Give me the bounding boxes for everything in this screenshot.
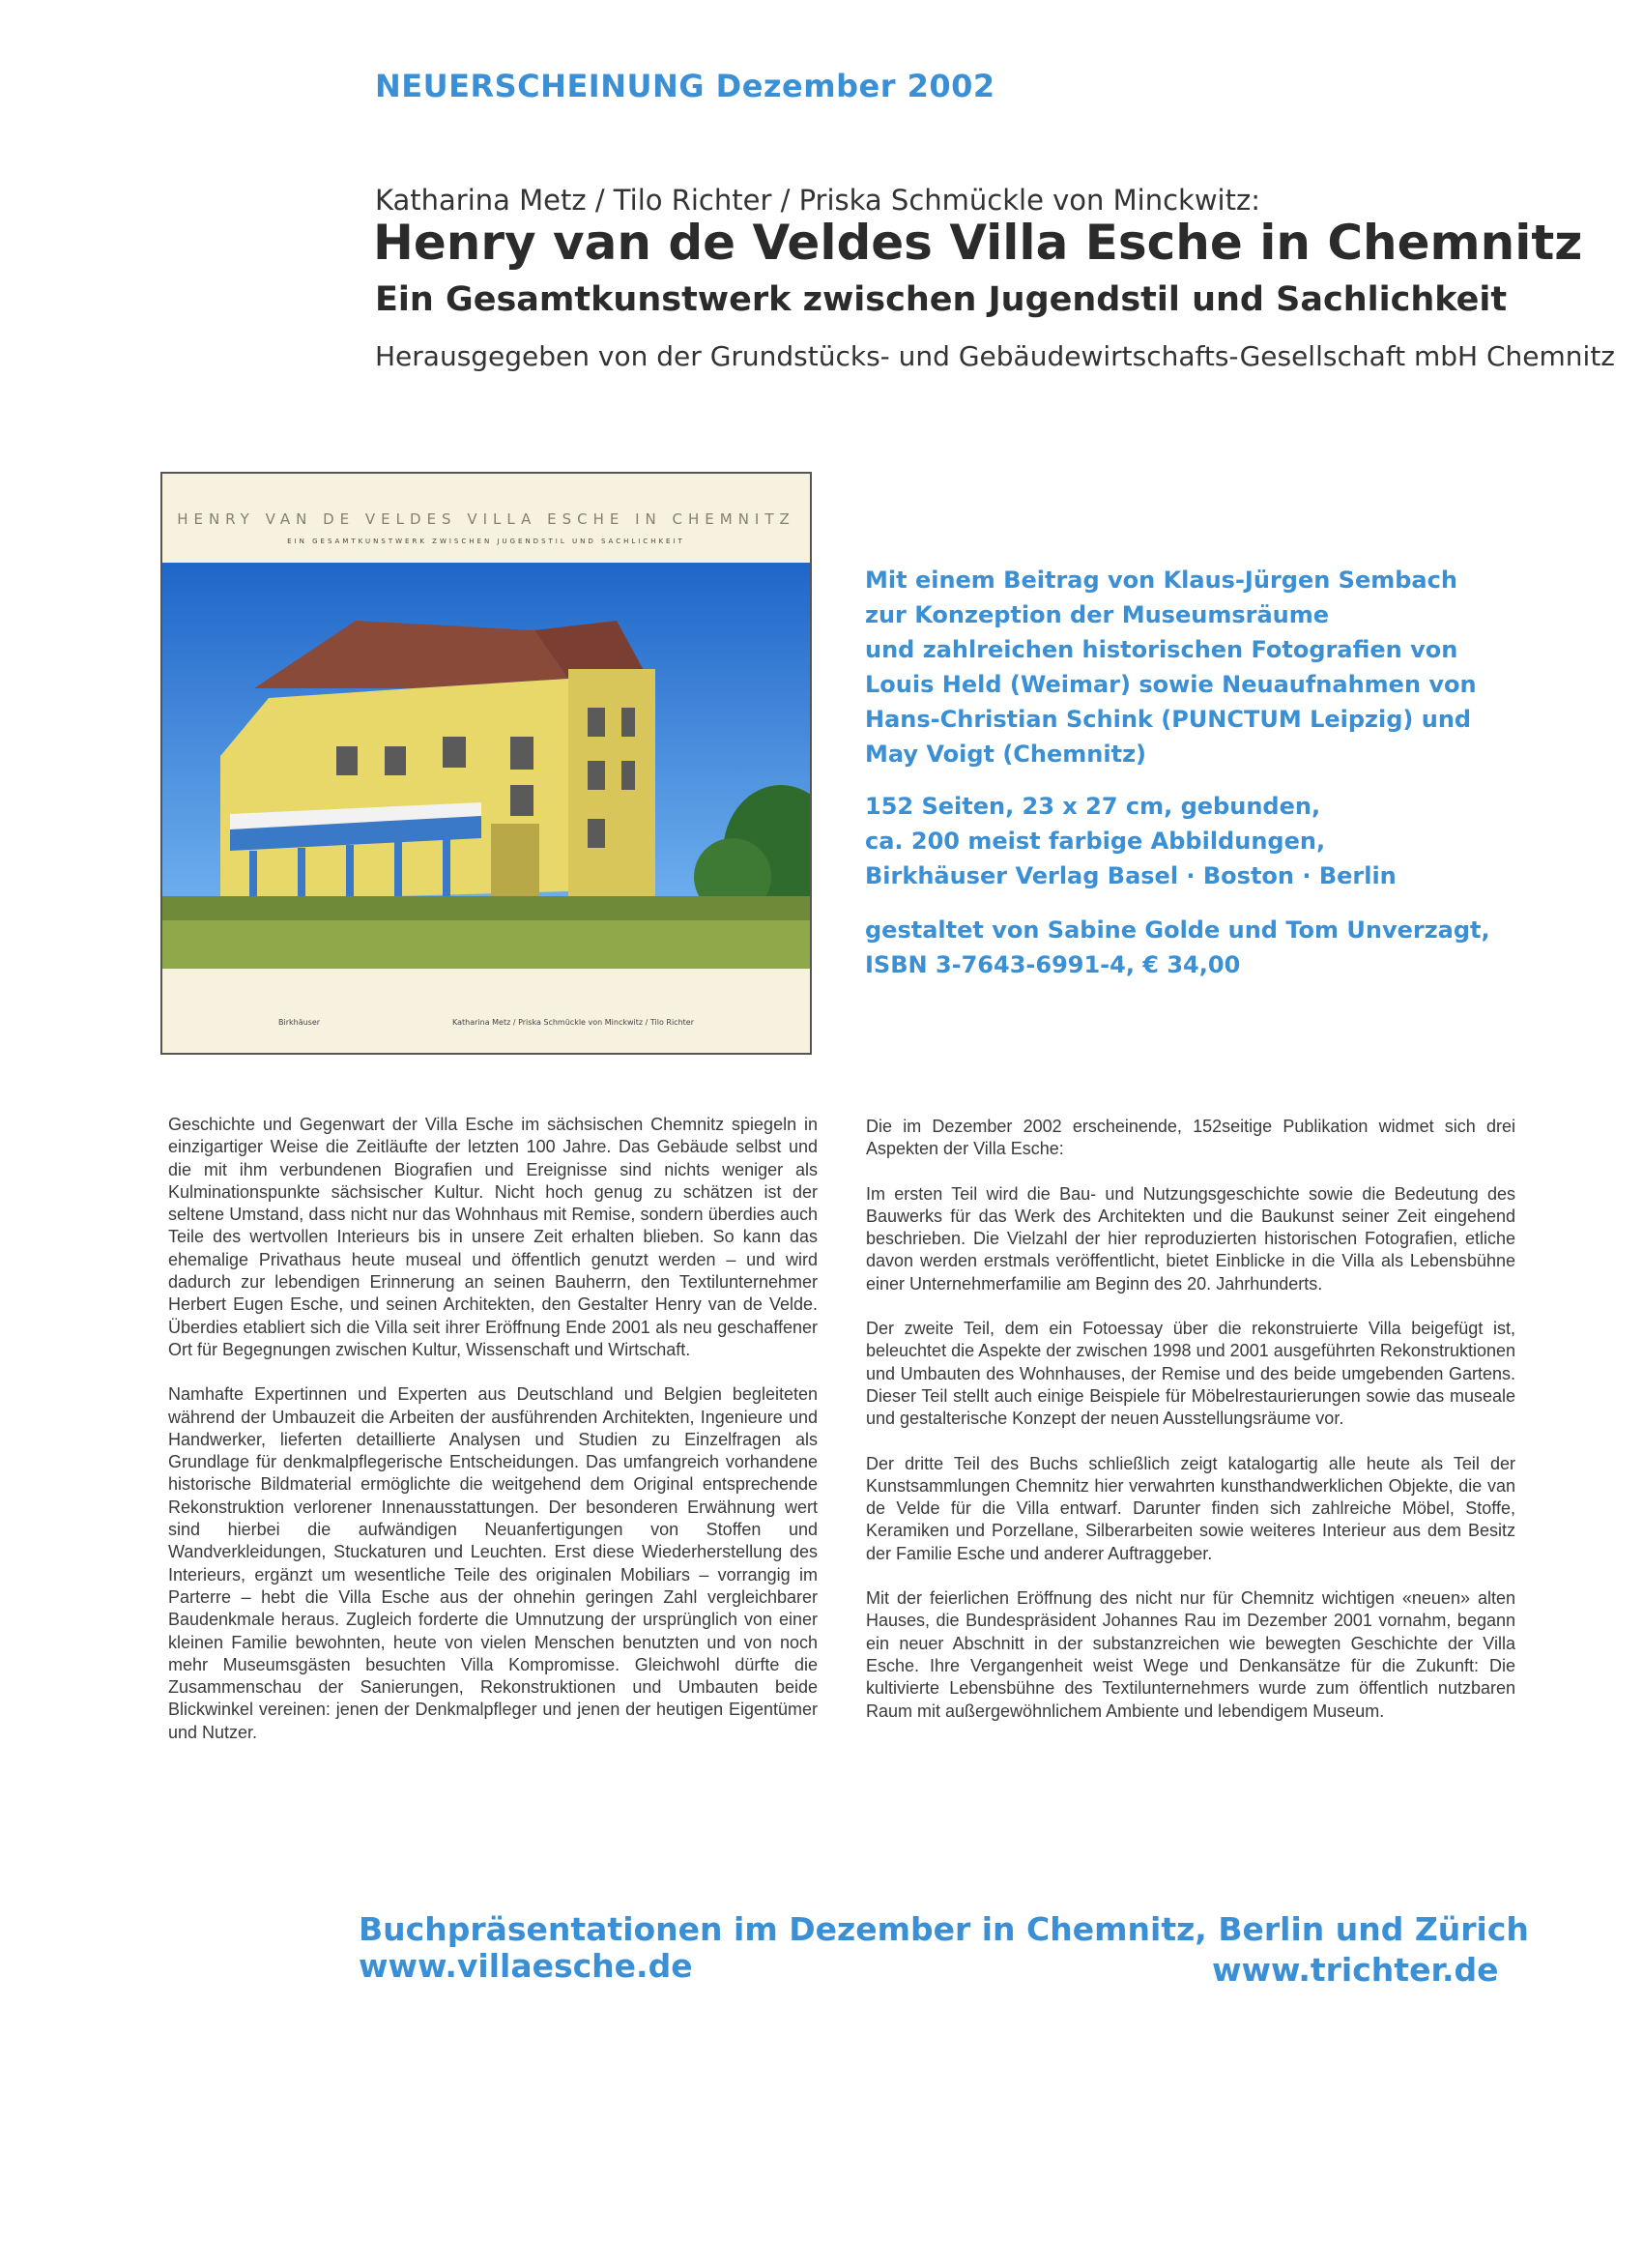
- body-paragraph: Die im Dezember 2002 erscheinende, 152seitige Publikation widmet sich drei Aspekten der Villa Esche:: [866, 1117, 1515, 1159]
- book-title: Henry van de Veldes Villa Esche in Chemnitz: [373, 215, 1583, 271]
- info-line: ISBN 3-7643-6991-4, € 34,00: [865, 951, 1241, 978]
- authors-line: Katharina Metz / Tilo Richter / Priska Schmückle von Minckwitz:: [375, 184, 1260, 217]
- trichter-link[interactable]: www.trichter.de: [1212, 1951, 1499, 1989]
- body-paragraph: Namhafte Expertinnen und Experten aus Deutschland und Belgien begleiteten während der Umbauzeit die Arbeiten der ausführenden Architekten, Ingenieure und Handwerker, lieferten detaillierte Analysen und Studien zu Einzelfragen als Grundlage für denkmalpflegerische Entscheidungen. Das umfangreich vorhandene historische Bildmaterial ermöglichte die weitgehend dem Original entsprechende Rekonstruktion verlorener Innenausstattungen. Der besonderen Erwähnung wert sind hierbei die aufwändigen Neuanfertigungen von Stoffen und Wandverkleidungen, Stuckaturen und Leuchten. Erst diese Wiederherstellung des Interieurs, ergänzt um wesentliche Teile des originalen Mobiliars – vorrangig im Parterre – hebt die Villa Esche aus der ohnehin geringen Zahl vergleichbarer Baudenkmale heraus. Zugleich forderte die Umnutzung der ursprünglich von einer kleinen Familie bewohnten, heute von vielen Menschen benutzten und von noch mehr Museumsgästen besuchten Villa Kompromisse. Gleichwohl dürfte die Zusammenschau der Sanierungen, Rekonstruktionen und Umbauten beide Blickwinkel vereinen: jenen der Denkmalpfleger und jenen der heutigen Eigentümer und Nutzer.: [168, 1384, 818, 1742]
- info-line: 152 Seiten, 23 x 27 cm, gebunden,: [865, 793, 1321, 820]
- design-isbn-block: [865, 913, 1490, 982]
- villa-photo: [162, 563, 810, 1022]
- body-paragraph: Der dritte Teil des Buchs schließlich zeigt katalogartig alle heute als Teil der Kunstsammlungen Chemnitz hier verwahrten kunsthandwerklichen Objekte, die van de Velde für die Villa entwarf. Darunter finden sich zahlreiche Möbel, Stoffe, Keramiken und Porzellane, Silberarbeiten sowie weiteres Interieur aus dem Besitz der Familie Esche und anderer Auftraggeber.: [866, 1453, 1515, 1563]
- presentations-line: Buchpräsentationen im Dezember in Chemnitz, Berlin und Zürich: [359, 1910, 1529, 1948]
- cover-authors: Katharina Metz / Priska Schmückle von Minckwitz / Tilo Richter: [452, 1018, 694, 1027]
- info-line: Birkhäuser Verlag Basel · Boston · Berlin: [865, 862, 1397, 889]
- body-column-left: [168, 1114, 818, 1766]
- info-line: Mit einem Beitrag von Klaus-Jürgen Sembach: [865, 567, 1457, 594]
- info-line: Hans-Christian Schink (PUNCTUM Leipzig) und: [865, 706, 1472, 733]
- body-paragraph: Geschichte und Gegenwart der Villa Esche im sächsischen Chemnitz spiegeln in einzigartiger Weise die Zeitläufte der letzten 100 Jahre. Das Gebäude selbst und die mit ihm verbundenen Biografien und Ereignisse sind nichts weniger als Kulminationspunkte sächsischer Kultur. Nicht hoch genug zu schätzen ist der seltene Umstand, dass nicht nur das Wohnhaus mit Remise, sondern überdies auch Teile des wertvollen Interieurs bis in unsere Zeit erhalten blieben. So kann das ehemalige Privathaus heute museal und öffentlich genutzt werden – und wird dadurch zur lebendigen Erinnerung an seinen Bauherrn, den Textilunternehmer Herbert Eugen Esche, und seinen Architekten, den Gestalter Henry van de Velde. Überdies etabliert sich die Villa seit ihrer Eröffnung Ende 2001 als neu geschaffener Ort für Begegnungen zwischen Kultur, Wissenschaft und Wirtschaft.: [168, 1115, 818, 1359]
- info-line: Louis Held (Weimar) sowie Neuaufnahmen von: [865, 671, 1477, 698]
- body-column-right: [866, 1116, 1515, 1745]
- info-line: May Voigt (Chemnitz): [865, 741, 1146, 768]
- body-paragraph: Der zweite Teil, dem ein Fotoessay über die rekonstruierte Villa beigefügt ist, beleuchtet die Aspekte der zwischen 1998 und 2001 ausgeführten Rekonstruktionen und Umbauten des Wohnhauses, der Remise und des beide umgebenden Gartens. Dieser Teil stellt auch einige Beispiele für Möbelrestaurierungen sowie das museale und gestalterische Konzept der neuen Ausstellungsräume vor.: [866, 1319, 1515, 1429]
- info-line: ca. 200 meist farbige Abbildungen,: [865, 828, 1326, 855]
- kicker-heading: NEUERSCHEINUNG Dezember 2002: [375, 68, 995, 104]
- book-cover: [160, 472, 812, 1055]
- cover-title: HENRY VAN DE VELDES VILLA ESCHE IN CHEMNITZ: [177, 510, 795, 528]
- cover-subtitle: EIN GESAMTKUNSTWERK ZWISCHEN JUGENDSTIL UND SACHLICHKEIT: [287, 538, 685, 545]
- book-specs-block: [865, 789, 1397, 893]
- info-line: zur Konzeption der Museumsräume: [865, 601, 1330, 628]
- info-line: gestaltet von Sabine Golde und Tom Unverzagt,: [865, 916, 1490, 944]
- publisher-line: Herausgegeben von der Grundstücks- und Gebäudewirtschafts-Gesellschaft mbH Chemnitz: [375, 340, 1615, 372]
- villaesche-link[interactable]: www.villaesche.de: [359, 1947, 693, 1985]
- body-paragraph: Mit der feierlichen Eröffnung des nicht nur für Chemnitz wichtigen «neuen» alten Hauses, die Bundespräsident Johannes Rau im Dezember 2001 vornahm, begann ein neuer Abschnitt in der substanzreichen wie bewegten Geschichte der Villa Esche. Ihre Vergangenheit weist Wege und Denkansätze für die Zukunft: Die kultivierte Lebensbühne des Textilunternehmers wurde zum öffentlich nutzbaren Raum mit außergewöhnlichem Ambiente und lebendigem Museum.: [866, 1588, 1515, 1721]
- contributors-block: [865, 563, 1477, 771]
- body-paragraph: Im ersten Teil wird die Bau- und Nutzungsgeschichte sowie die Bedeutung des Bauwerks für das Werk des Architekten und die Baukunst seiner Zeit eingehend beschrieben. Die Vielzahl der hier reproduzierten historischen Fotografien, etliche davon werden erstmals veröffentlicht, bietet Einblicke in die Villa als Lebensbühne einer Unternehmerfamilie am Beginn des 20. Jahrhunderts.: [866, 1183, 1515, 1294]
- info-line: und zahlreichen historischen Fotografien von: [865, 636, 1458, 663]
- book-subtitle: Ein Gesamtkunstwerk zwischen Jugendstil und Sachlichkeit: [375, 280, 1508, 319]
- cover-publisher: Birkhäuser: [278, 1018, 321, 1027]
